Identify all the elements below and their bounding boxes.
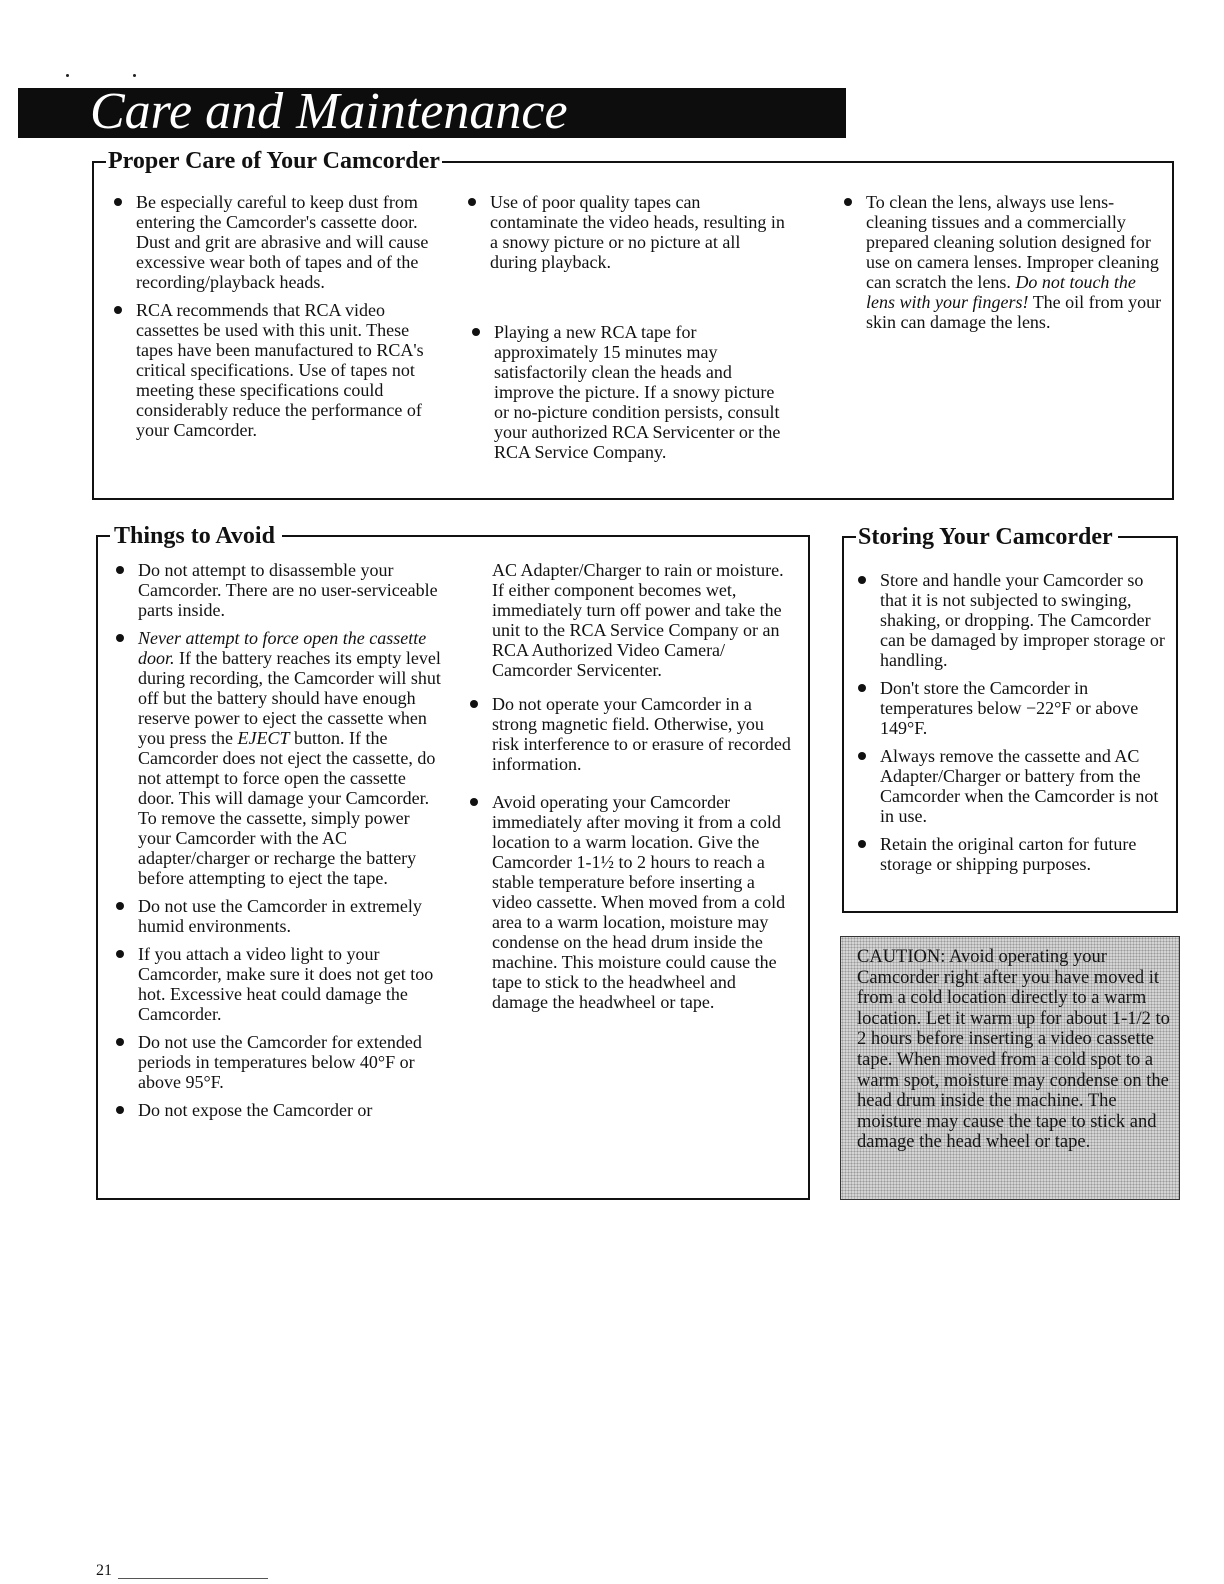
proper-care-col-2	[468, 192, 790, 280]
list-item: Avoid operating your Camcorder immediately after moving it from a cold location to a warm location. Give the Camcorder 1-1½ to 2 hours to reach a stable temperature before inserting a video cassette. When moved from a cold area to a warm location, moisture may condense on the head drum inside the machine. This moisture could cause the tape to stick to the headwheel and damage the headwheel or tape.	[470, 792, 792, 1012]
proper-care-col-2b	[472, 322, 790, 470]
list-item: Do not use the Camcorder in extremely humid environments.	[116, 896, 446, 936]
eject-label: EJECT	[237, 728, 290, 748]
caution-box: CAUTION: Avoid operating your Camcorder right after you have moved it from a cold location directly to a warm location. Let it warm up for about 1-1/2 to 2 hours before inserting a video cassette tape. When moved from a cold spot to a warm spot, moisture may condense on the head drum inside the machine. The moisture may cause the tape to stick and damage the head wheel or tape.	[840, 936, 1180, 1200]
proper-care-heading: Proper Care of Your Camcorder	[108, 148, 440, 174]
list-item-continued: AC Adapter/Charger to rain or moisture. If either component becomes wet, immediately turn off power and take the unit to the RCA Service Company or an RCA Authorized Video Camera/ Camcorder Servicenter.	[492, 560, 784, 680]
lens-text-end: The oil from your skin can damage the lens.	[866, 292, 1162, 332]
storing-heading: Storing Your Camcorder	[858, 524, 1113, 550]
page-number: 21	[96, 1562, 112, 1579]
box-top-rule	[1118, 536, 1178, 538]
list-item	[844, 192, 1162, 332]
list-item: Do not use the Camcorder for extended periods in temperatures below 40°F or above 95°F.	[116, 1032, 446, 1092]
title-bar	[18, 83, 846, 140]
list-item: Be especially careful to keep dust from entering the Camcorder's cassette door. Dust and grit are abrasive and will cause excessive wear both of tapes and of the recording/playback heads.	[114, 192, 436, 292]
avoid-col-2	[470, 560, 792, 1020]
speck	[66, 74, 69, 77]
proper-care-col-3	[844, 192, 1162, 340]
box-top-rule	[282, 535, 810, 537]
box-top-rule	[96, 535, 110, 537]
list-item	[116, 628, 446, 888]
footer-rule	[118, 1578, 268, 1579]
list-item: Do not operate your Camcorder in a strong magnetic field. Otherwise, you risk interference to or erasure of recorded information.	[470, 694, 792, 774]
list-item: Store and handle your Camcorder so that it is not subjected to swinging, shaking, or dropping. The Camcorder can be damaged by improper storage or handling.	[858, 570, 1168, 670]
list-item: Do not attempt to disassemble your Camcorder. There are no user-serviceable parts inside.	[116, 560, 446, 620]
list-item: If you attach a video light to your Camcorder, make sure it does not get too hot. Excessive heat could damage the Camcorder.	[116, 944, 446, 1024]
box-top-rule	[440, 161, 1174, 163]
list-item: Playing a new RCA tape for approximately 15 minutes may satisfactorily clean the heads and improve the picture. If a snowy picture or no-picture condition persists, consult your authorized RCA Servicenter or the RCA Service Company.	[472, 322, 790, 462]
list-item: Do not expose the Camcorder or	[116, 1100, 446, 1120]
item-text: button. If the Camcorder does not eject the cassette, do not attempt to force open the cassette door. This will damage your Camcorder. To remove the cassette, simply power your Camcorder with the AC adapter/charger or recharge the battery before attempting to eject the tape.	[138, 728, 436, 888]
lens-text: To clean the lens, always use lens-cleaning tissues and a commercially prepared cleaning solution designed for use on camera lenses. Improper cleaning can scratch the lens.	[866, 192, 1159, 292]
list-item: Use of poor quality tapes can contaminate the video heads, resulting in a snowy picture or no picture at all during playback.	[468, 192, 790, 272]
list-item: Don't store the Camcorder in temperatures below −22°F or above 149°F.	[858, 678, 1168, 738]
page-title: Care and Maintenance	[90, 83, 568, 140]
box-top-rule	[842, 536, 856, 538]
item-text: If the battery reaches its empty level during recording, the Camcorder will shut off but the battery should have enough reserve power to eject the cassette when you press the	[138, 648, 441, 748]
list-item: Retain the original carton for future storage or shipping purposes.	[858, 834, 1168, 874]
avoid-col-1	[116, 560, 446, 1128]
list-item: RCA recommends that RCA video cassettes be used with this unit. These tapes have been manufactured to RCA's critical specifications. Use of tapes not meeting these specifications could considerably reduce the performance of your Camcorder.	[114, 300, 436, 440]
proper-care-col-1	[114, 192, 436, 448]
speck	[133, 74, 136, 77]
things-to-avoid-heading: Things to Avoid	[114, 523, 275, 549]
cassette-warning: Never attempt to force open the cassette door.	[138, 628, 427, 668]
list-item: Always remove the cassette and AC Adapter/Charger or battery from the Camcorder when the Camcorder is not in use.	[858, 746, 1168, 826]
storing-col	[858, 570, 1168, 882]
lens-warning: Do not touch the lens with your fingers!	[866, 272, 1136, 312]
